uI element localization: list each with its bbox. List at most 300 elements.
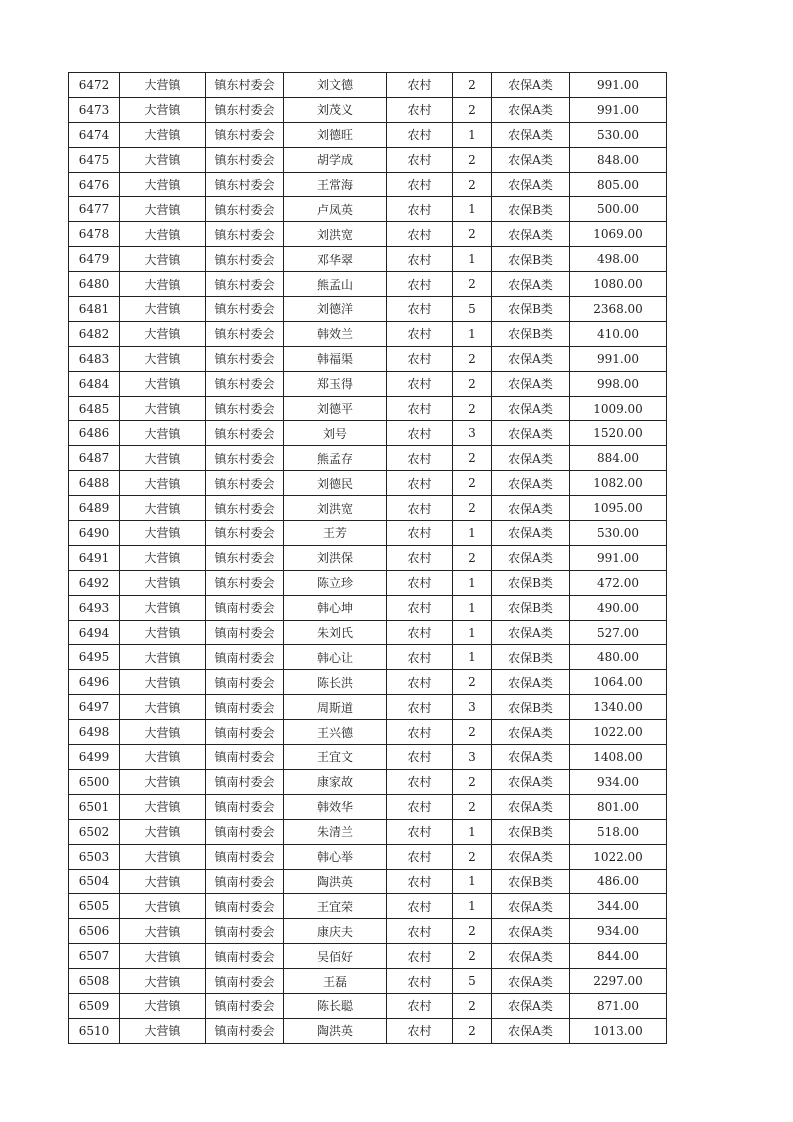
name-cell: 王宜文 — [284, 745, 387, 770]
area-type-cell: 农村 — [387, 570, 453, 595]
insurance-category-cell: 农保A类 — [492, 844, 570, 869]
name-cell: 王常海 — [284, 172, 387, 197]
area-type-cell: 农村 — [387, 869, 453, 894]
area-type-cell: 农村 — [387, 944, 453, 969]
household-count-cell: 2 — [453, 496, 492, 521]
area-type-cell: 农村 — [387, 73, 453, 98]
insurance-category-cell: 农保B类 — [492, 695, 570, 720]
row-number-cell: 6496 — [69, 670, 120, 695]
table-row — [69, 720, 667, 745]
household-count-cell: 2 — [453, 471, 492, 496]
table-row — [69, 471, 667, 496]
table-row — [69, 670, 667, 695]
town-cell: 大营镇 — [120, 272, 206, 297]
amount-cell: 486.00 — [570, 869, 667, 894]
amount-cell: 998.00 — [570, 371, 667, 396]
area-type-cell: 农村 — [387, 247, 453, 272]
village-committee-cell: 镇东村委会 — [206, 371, 284, 396]
table-row — [69, 222, 667, 247]
area-type-cell: 农村 — [387, 695, 453, 720]
insurance-category-cell: 农保A类 — [492, 794, 570, 819]
amount-cell: 1408.00 — [570, 745, 667, 770]
household-count-cell: 2 — [453, 346, 492, 371]
insurance-category-cell: 农保A类 — [492, 521, 570, 546]
area-type-cell: 农村 — [387, 272, 453, 297]
area-type-cell: 农村 — [387, 346, 453, 371]
town-cell: 大营镇 — [120, 471, 206, 496]
insurance-category-cell: 农保A类 — [492, 396, 570, 421]
area-type-cell: 农村 — [387, 197, 453, 222]
household-count-cell: 1 — [453, 819, 492, 844]
village-committee-cell: 镇南村委会 — [206, 670, 284, 695]
household-count-cell: 2 — [453, 147, 492, 172]
area-type-cell: 农村 — [387, 545, 453, 570]
town-cell: 大营镇 — [120, 346, 206, 371]
town-cell: 大营镇 — [120, 969, 206, 994]
village-committee-cell: 镇东村委会 — [206, 172, 284, 197]
village-committee-cell: 镇东村委会 — [206, 197, 284, 222]
household-count-cell: 2 — [453, 944, 492, 969]
town-cell: 大营镇 — [120, 122, 206, 147]
insurance-category-cell: 农保A类 — [492, 122, 570, 147]
row-number-cell: 6485 — [69, 396, 120, 421]
town-cell: 大营镇 — [120, 720, 206, 745]
village-committee-cell: 镇东村委会 — [206, 147, 284, 172]
row-number-cell: 6504 — [69, 869, 120, 894]
village-committee-cell: 镇南村委会 — [206, 969, 284, 994]
household-count-cell: 2 — [453, 222, 492, 247]
insurance-category-cell: 农保A类 — [492, 1018, 570, 1043]
row-number-cell: 6481 — [69, 297, 120, 322]
village-committee-cell: 镇南村委会 — [206, 993, 284, 1018]
row-number-cell: 6495 — [69, 645, 120, 670]
insurance-category-cell: 农保B类 — [492, 297, 570, 322]
household-count-cell: 2 — [453, 720, 492, 745]
name-cell: 韩效兰 — [284, 321, 387, 346]
name-cell: 韩心让 — [284, 645, 387, 670]
table-row — [69, 919, 667, 944]
town-cell: 大营镇 — [120, 371, 206, 396]
village-committee-cell: 镇东村委会 — [206, 396, 284, 421]
household-count-cell: 2 — [453, 919, 492, 944]
name-cell: 刘德平 — [284, 396, 387, 421]
area-type-cell: 农村 — [387, 894, 453, 919]
table-row — [69, 272, 667, 297]
amount-cell: 991.00 — [570, 346, 667, 371]
row-number-cell: 6487 — [69, 446, 120, 471]
household-count-cell: 2 — [453, 97, 492, 122]
name-cell: 康家故 — [284, 769, 387, 794]
name-cell: 刘洪宽 — [284, 496, 387, 521]
household-count-cell: 1 — [453, 122, 492, 147]
row-number-cell: 6493 — [69, 595, 120, 620]
insurance-category-cell: 农保B类 — [492, 197, 570, 222]
name-cell: 陶洪英 — [284, 1018, 387, 1043]
table-row — [69, 969, 667, 994]
row-number-cell: 6498 — [69, 720, 120, 745]
row-number-cell: 6509 — [69, 993, 120, 1018]
row-number-cell: 6488 — [69, 471, 120, 496]
household-count-cell: 2 — [453, 670, 492, 695]
insurance-category-cell: 农保A类 — [492, 446, 570, 471]
row-number-cell: 6506 — [69, 919, 120, 944]
area-type-cell: 农村 — [387, 919, 453, 944]
row-number-cell: 6499 — [69, 745, 120, 770]
village-committee-cell: 镇东村委会 — [206, 321, 284, 346]
table-row — [69, 521, 667, 546]
village-committee-cell: 镇东村委会 — [206, 97, 284, 122]
town-cell: 大营镇 — [120, 894, 206, 919]
insurance-category-cell: 农保B类 — [492, 869, 570, 894]
village-committee-cell: 镇东村委会 — [206, 272, 284, 297]
table-row — [69, 894, 667, 919]
amount-cell: 991.00 — [570, 545, 667, 570]
table-row — [69, 570, 667, 595]
village-committee-cell: 镇东村委会 — [206, 122, 284, 147]
area-type-cell: 农村 — [387, 819, 453, 844]
household-count-cell: 3 — [453, 421, 492, 446]
row-number-cell: 6492 — [69, 570, 120, 595]
table-row — [69, 695, 667, 720]
household-count-cell: 1 — [453, 869, 492, 894]
area-type-cell: 农村 — [387, 645, 453, 670]
area-type-cell: 农村 — [387, 720, 453, 745]
village-committee-cell: 镇南村委会 — [206, 794, 284, 819]
town-cell: 大营镇 — [120, 595, 206, 620]
name-cell: 陈长聪 — [284, 993, 387, 1018]
household-count-cell: 1 — [453, 521, 492, 546]
amount-cell: 530.00 — [570, 122, 667, 147]
table-row — [69, 769, 667, 794]
village-committee-cell: 镇东村委会 — [206, 346, 284, 371]
amount-cell: 1095.00 — [570, 496, 667, 521]
insurance-category-cell: 农保A类 — [492, 969, 570, 994]
area-type-cell: 农村 — [387, 595, 453, 620]
village-committee-cell: 镇东村委会 — [206, 545, 284, 570]
insurance-category-cell: 农保A类 — [492, 147, 570, 172]
name-cell: 胡学成 — [284, 147, 387, 172]
row-number-cell: 6472 — [69, 73, 120, 98]
village-committee-cell: 镇南村委会 — [206, 720, 284, 745]
table-row — [69, 396, 667, 421]
name-cell: 韩福渠 — [284, 346, 387, 371]
row-number-cell: 6501 — [69, 794, 120, 819]
table-row — [69, 794, 667, 819]
name-cell: 刘茂义 — [284, 97, 387, 122]
village-committee-cell: 镇南村委会 — [206, 944, 284, 969]
row-number-cell: 6497 — [69, 695, 120, 720]
household-count-cell: 1 — [453, 894, 492, 919]
name-cell: 郑玉得 — [284, 371, 387, 396]
row-number-cell: 6478 — [69, 222, 120, 247]
table-row — [69, 745, 667, 770]
town-cell: 大营镇 — [120, 396, 206, 421]
insurance-category-cell: 农保A类 — [492, 97, 570, 122]
table-row — [69, 545, 667, 570]
table-row — [69, 371, 667, 396]
amount-cell: 480.00 — [570, 645, 667, 670]
town-cell: 大营镇 — [120, 1018, 206, 1043]
household-count-cell: 3 — [453, 695, 492, 720]
household-count-cell: 2 — [453, 272, 492, 297]
amount-cell: 344.00 — [570, 894, 667, 919]
insurance-category-cell: 农保A类 — [492, 670, 570, 695]
table-row — [69, 496, 667, 521]
row-number-cell: 6474 — [69, 122, 120, 147]
row-number-cell: 6491 — [69, 545, 120, 570]
name-cell: 刘号 — [284, 421, 387, 446]
insurance-category-cell: 农保A类 — [492, 919, 570, 944]
town-cell: 大营镇 — [120, 147, 206, 172]
household-count-cell: 3 — [453, 745, 492, 770]
town-cell: 大营镇 — [120, 794, 206, 819]
insurance-category-cell: 农保B类 — [492, 595, 570, 620]
name-cell: 刘洪保 — [284, 545, 387, 570]
name-cell: 韩心举 — [284, 844, 387, 869]
village-committee-cell: 镇南村委会 — [206, 695, 284, 720]
insurance-category-cell: 农保A类 — [492, 73, 570, 98]
amount-cell: 530.00 — [570, 521, 667, 546]
village-committee-cell: 镇东村委会 — [206, 247, 284, 272]
name-cell: 熊孟山 — [284, 272, 387, 297]
row-number-cell: 6477 — [69, 197, 120, 222]
name-cell: 朱刘氏 — [284, 620, 387, 645]
village-committee-cell: 镇南村委会 — [206, 745, 284, 770]
table-row — [69, 321, 667, 346]
insurance-category-cell: 农保A类 — [492, 894, 570, 919]
town-cell: 大营镇 — [120, 172, 206, 197]
row-number-cell: 6480 — [69, 272, 120, 297]
household-count-cell: 1 — [453, 595, 492, 620]
household-count-cell: 2 — [453, 545, 492, 570]
town-cell: 大营镇 — [120, 521, 206, 546]
table-row — [69, 819, 667, 844]
row-number-cell: 6484 — [69, 371, 120, 396]
town-cell: 大营镇 — [120, 819, 206, 844]
name-cell: 韩效华 — [284, 794, 387, 819]
town-cell: 大营镇 — [120, 769, 206, 794]
amount-cell: 801.00 — [570, 794, 667, 819]
name-cell: 刘文德 — [284, 73, 387, 98]
insurance-category-cell: 农保A类 — [492, 471, 570, 496]
village-committee-cell: 镇东村委会 — [206, 297, 284, 322]
amount-cell: 1520.00 — [570, 421, 667, 446]
table-row — [69, 197, 667, 222]
row-number-cell: 6479 — [69, 247, 120, 272]
table-row — [69, 297, 667, 322]
town-cell: 大营镇 — [120, 545, 206, 570]
area-type-cell: 农村 — [387, 670, 453, 695]
amount-cell: 848.00 — [570, 147, 667, 172]
village-committee-cell: 镇南村委会 — [206, 1018, 284, 1043]
name-cell: 陈立珍 — [284, 570, 387, 595]
village-committee-cell: 镇南村委会 — [206, 869, 284, 894]
amount-cell: 500.00 — [570, 197, 667, 222]
table-row — [69, 595, 667, 620]
amount-cell: 991.00 — [570, 97, 667, 122]
table-row — [69, 346, 667, 371]
name-cell: 陶洪英 — [284, 869, 387, 894]
name-cell: 刘德旺 — [284, 122, 387, 147]
town-cell: 大营镇 — [120, 620, 206, 645]
household-count-cell: 1 — [453, 620, 492, 645]
town-cell: 大营镇 — [120, 421, 206, 446]
table-row — [69, 73, 667, 98]
table-row — [69, 247, 667, 272]
amount-cell: 2297.00 — [570, 969, 667, 994]
amount-cell: 1080.00 — [570, 272, 667, 297]
table-row — [69, 620, 667, 645]
household-count-cell: 1 — [453, 197, 492, 222]
town-cell: 大营镇 — [120, 844, 206, 869]
insurance-category-cell: 农保A类 — [492, 222, 570, 247]
village-committee-cell: 镇东村委会 — [206, 521, 284, 546]
town-cell: 大营镇 — [120, 297, 206, 322]
town-cell: 大营镇 — [120, 993, 206, 1018]
name-cell: 吴佰好 — [284, 944, 387, 969]
household-count-cell: 2 — [453, 396, 492, 421]
amount-cell: 1022.00 — [570, 844, 667, 869]
name-cell: 刘德洋 — [284, 297, 387, 322]
name-cell: 邓华翠 — [284, 247, 387, 272]
area-type-cell: 农村 — [387, 521, 453, 546]
name-cell: 朱清兰 — [284, 819, 387, 844]
village-committee-cell: 镇东村委会 — [206, 471, 284, 496]
amount-cell: 410.00 — [570, 321, 667, 346]
town-cell: 大营镇 — [120, 919, 206, 944]
area-type-cell: 农村 — [387, 222, 453, 247]
amount-cell: 2368.00 — [570, 297, 667, 322]
amount-cell: 871.00 — [570, 993, 667, 1018]
village-committee-cell: 镇东村委会 — [206, 73, 284, 98]
area-type-cell: 农村 — [387, 496, 453, 521]
data-table — [68, 72, 667, 1044]
area-type-cell: 农村 — [387, 993, 453, 1018]
area-type-cell: 农村 — [387, 371, 453, 396]
village-committee-cell: 镇东村委会 — [206, 446, 284, 471]
household-count-cell: 2 — [453, 446, 492, 471]
name-cell: 熊孟存 — [284, 446, 387, 471]
area-type-cell: 农村 — [387, 421, 453, 446]
amount-cell: 490.00 — [570, 595, 667, 620]
town-cell: 大营镇 — [120, 73, 206, 98]
village-committee-cell: 镇南村委会 — [206, 595, 284, 620]
town-cell: 大营镇 — [120, 670, 206, 695]
village-committee-cell: 镇东村委会 — [206, 421, 284, 446]
name-cell: 卢凤英 — [284, 197, 387, 222]
amount-cell: 1013.00 — [570, 1018, 667, 1043]
village-committee-cell: 镇东村委会 — [206, 496, 284, 521]
village-committee-cell: 镇东村委会 — [206, 570, 284, 595]
table-row — [69, 993, 667, 1018]
household-count-cell: 2 — [453, 844, 492, 869]
table-row — [69, 122, 667, 147]
amount-cell: 934.00 — [570, 919, 667, 944]
area-type-cell: 农村 — [387, 769, 453, 794]
insurance-category-cell: 农保A类 — [492, 371, 570, 396]
household-count-cell: 2 — [453, 794, 492, 819]
insurance-category-cell: 农保A类 — [492, 745, 570, 770]
insurance-category-cell: 农保A类 — [492, 769, 570, 794]
area-type-cell: 农村 — [387, 396, 453, 421]
household-count-cell: 5 — [453, 297, 492, 322]
area-type-cell: 农村 — [387, 122, 453, 147]
household-count-cell: 2 — [453, 73, 492, 98]
village-committee-cell: 镇南村委会 — [206, 769, 284, 794]
insurance-category-cell: 农保B类 — [492, 321, 570, 346]
name-cell: 刘德民 — [284, 471, 387, 496]
town-cell: 大营镇 — [120, 645, 206, 670]
insurance-category-cell: 农保A类 — [492, 620, 570, 645]
insurance-category-cell: 农保B类 — [492, 570, 570, 595]
area-type-cell: 农村 — [387, 620, 453, 645]
area-type-cell: 农村 — [387, 471, 453, 496]
name-cell: 王磊 — [284, 969, 387, 994]
row-number-cell: 6508 — [69, 969, 120, 994]
name-cell: 王宜荣 — [284, 894, 387, 919]
insurance-category-cell: 农保A类 — [492, 944, 570, 969]
town-cell: 大营镇 — [120, 496, 206, 521]
table-row — [69, 844, 667, 869]
row-number-cell: 6489 — [69, 496, 120, 521]
household-count-cell: 1 — [453, 247, 492, 272]
town-cell: 大营镇 — [120, 321, 206, 346]
table-row — [69, 446, 667, 471]
insurance-category-cell: 农保A类 — [492, 272, 570, 297]
table-row — [69, 944, 667, 969]
amount-cell: 1009.00 — [570, 396, 667, 421]
town-cell: 大营镇 — [120, 247, 206, 272]
row-number-cell: 6490 — [69, 521, 120, 546]
name-cell: 王兴德 — [284, 720, 387, 745]
insurance-category-cell: 农保A类 — [492, 545, 570, 570]
area-type-cell: 农村 — [387, 745, 453, 770]
amount-cell: 1022.00 — [570, 720, 667, 745]
table-row — [69, 421, 667, 446]
village-committee-cell: 镇南村委会 — [206, 819, 284, 844]
area-type-cell: 农村 — [387, 969, 453, 994]
insurance-category-cell: 农保A类 — [492, 993, 570, 1018]
insurance-category-cell: 农保B类 — [492, 247, 570, 272]
village-committee-cell: 镇东村委会 — [206, 222, 284, 247]
amount-cell: 884.00 — [570, 446, 667, 471]
amount-cell: 844.00 — [570, 944, 667, 969]
row-number-cell: 6476 — [69, 172, 120, 197]
insurance-category-cell: 农保B类 — [492, 819, 570, 844]
town-cell: 大营镇 — [120, 446, 206, 471]
table-row — [69, 645, 667, 670]
row-number-cell: 6500 — [69, 769, 120, 794]
row-number-cell: 6507 — [69, 944, 120, 969]
household-count-cell: 1 — [453, 570, 492, 595]
town-cell: 大营镇 — [120, 695, 206, 720]
amount-cell: 527.00 — [570, 620, 667, 645]
name-cell: 陈长洪 — [284, 670, 387, 695]
table-row — [69, 1018, 667, 1043]
insurance-category-cell: 农保B类 — [492, 645, 570, 670]
row-number-cell: 6503 — [69, 844, 120, 869]
name-cell: 周斯道 — [284, 695, 387, 720]
table-row — [69, 869, 667, 894]
amount-cell: 1082.00 — [570, 471, 667, 496]
table-row — [69, 97, 667, 122]
household-count-cell: 5 — [453, 969, 492, 994]
row-number-cell: 6475 — [69, 147, 120, 172]
row-number-cell: 6483 — [69, 346, 120, 371]
town-cell: 大营镇 — [120, 222, 206, 247]
town-cell: 大营镇 — [120, 197, 206, 222]
area-type-cell: 农村 — [387, 446, 453, 471]
